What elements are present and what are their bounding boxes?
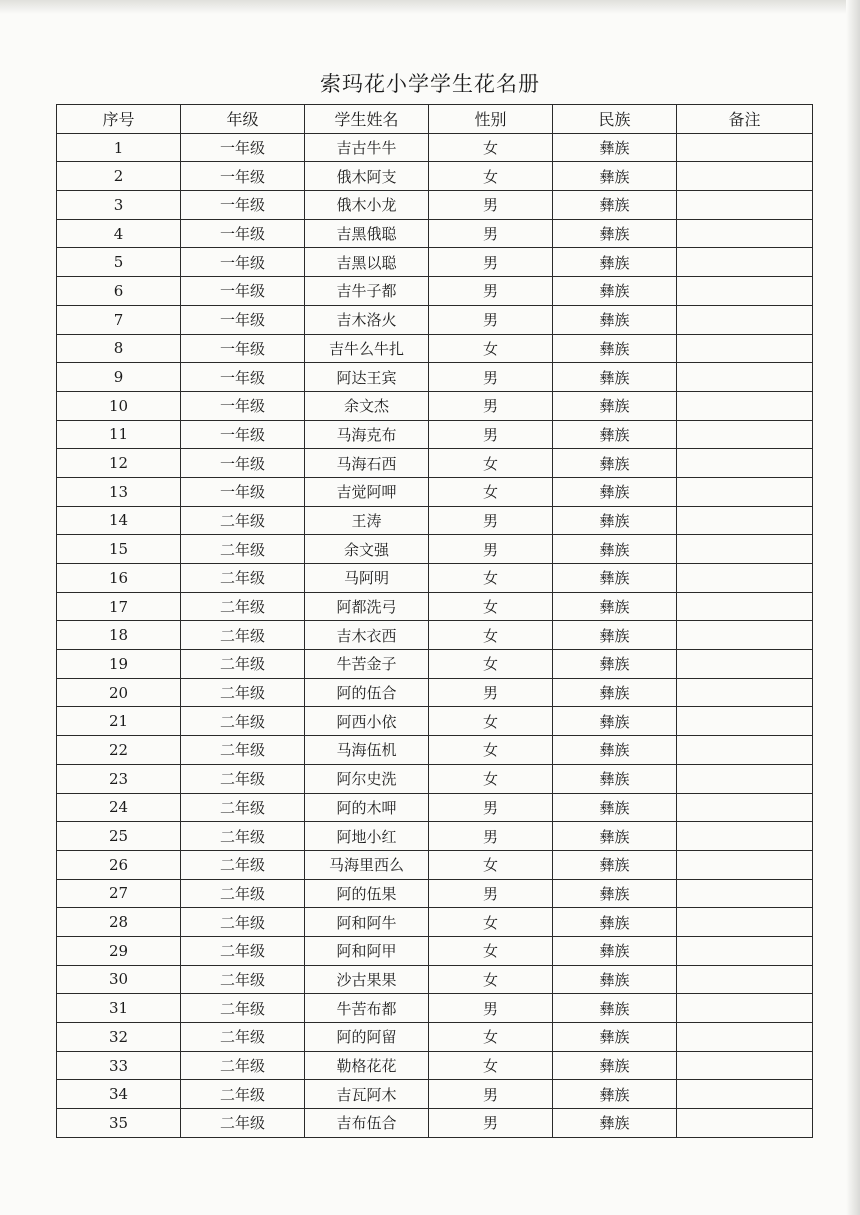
cell-note [677,678,813,707]
table-row [57,248,813,277]
cell-grade: 一年级 [181,391,305,420]
cell-seq: 9 [57,363,181,392]
student-roster-table [56,104,813,1138]
cell-note [677,191,813,220]
table-row [57,363,813,392]
cell-student-name: 牛苦金子 [305,650,429,679]
cell-ethnicity: 彝族 [553,793,677,822]
cell-seq: 33 [57,1051,181,1080]
cell-ethnicity: 彝族 [553,736,677,765]
cell-ethnicity: 彝族 [553,822,677,851]
cell-student-name: 吉牛么牛扎 [305,334,429,363]
cell-ethnicity: 彝族 [553,334,677,363]
page-edge-top [0,0,860,14]
cell-student-name: 吉黑俄聪 [305,219,429,248]
cell-gender: 女 [429,736,553,765]
cell-grade: 二年级 [181,850,305,879]
cell-seq: 1 [57,133,181,162]
cell-student-name: 勒格花花 [305,1051,429,1080]
cell-grade: 二年级 [181,994,305,1023]
cell-note [677,621,813,650]
cell-seq: 19 [57,650,181,679]
table-row [57,908,813,937]
cell-grade: 二年级 [181,965,305,994]
cell-student-name: 阿和阿甲 [305,936,429,965]
cell-note [677,535,813,564]
cell-ethnicity: 彝族 [553,391,677,420]
cell-gender: 男 [429,535,553,564]
cell-student-name: 吉牛子都 [305,277,429,306]
cell-ethnicity: 彝族 [553,1051,677,1080]
cell-note [677,162,813,191]
cell-gender: 女 [429,621,553,650]
cell-seq: 30 [57,965,181,994]
cell-student-name: 阿西小依 [305,707,429,736]
table-row [57,994,813,1023]
table-row [57,736,813,765]
cell-note [677,449,813,478]
cell-ethnicity: 彝族 [553,363,677,392]
cell-student-name: 俄木阿支 [305,162,429,191]
table-row [57,449,813,478]
table-row [57,707,813,736]
column-header-grade: 年级 [181,105,305,134]
cell-gender: 男 [429,822,553,851]
cell-note [677,133,813,162]
cell-gender: 女 [429,850,553,879]
cell-seq: 29 [57,936,181,965]
cell-seq: 21 [57,707,181,736]
cell-grade: 二年级 [181,1023,305,1052]
cell-seq: 34 [57,1080,181,1109]
cell-grade: 二年级 [181,650,305,679]
table-row [57,764,813,793]
cell-note [677,1080,813,1109]
cell-note [677,334,813,363]
cell-student-name: 俄木小龙 [305,191,429,220]
cell-student-name: 吉木衣西 [305,621,429,650]
cell-seq: 11 [57,420,181,449]
cell-grade: 二年级 [181,879,305,908]
cell-seq: 10 [57,391,181,420]
cell-ethnicity: 彝族 [553,162,677,191]
cell-gender: 女 [429,1023,553,1052]
cell-student-name: 马海伍机 [305,736,429,765]
cell-seq: 12 [57,449,181,478]
cell-ethnicity: 彝族 [553,248,677,277]
table-row [57,965,813,994]
cell-student-name: 吉黑以聪 [305,248,429,277]
cell-student-name: 马海克布 [305,420,429,449]
cell-gender: 女 [429,764,553,793]
cell-student-name: 吉觉阿呷 [305,477,429,506]
column-header-gender: 性别 [429,105,553,134]
cell-student-name: 吉瓦阿木 [305,1080,429,1109]
cell-note [677,506,813,535]
cell-seq: 20 [57,678,181,707]
cell-grade: 二年级 [181,908,305,937]
page-edge-right [846,0,860,1215]
table-row [57,162,813,191]
cell-grade: 二年级 [181,535,305,564]
cell-student-name: 阿的阿留 [305,1023,429,1052]
table-row [57,564,813,593]
cell-seq: 5 [57,248,181,277]
cell-student-name: 余文杰 [305,391,429,420]
cell-student-name: 吉古牛牛 [305,133,429,162]
cell-grade: 一年级 [181,334,305,363]
cell-student-name: 阿的伍果 [305,879,429,908]
table-row [57,535,813,564]
cell-note [677,564,813,593]
table-row [57,1023,813,1052]
cell-ethnicity: 彝族 [553,449,677,478]
cell-note [677,248,813,277]
cell-grade: 二年级 [181,592,305,621]
cell-student-name: 王涛 [305,506,429,535]
cell-ethnicity: 彝族 [553,936,677,965]
cell-note [677,277,813,306]
cell-student-name: 沙古果果 [305,965,429,994]
cell-ethnicity: 彝族 [553,850,677,879]
cell-grade: 一年级 [181,133,305,162]
cell-seq: 27 [57,879,181,908]
cell-ethnicity: 彝族 [553,1023,677,1052]
cell-seq: 14 [57,506,181,535]
cell-grade: 二年级 [181,1051,305,1080]
cell-note [677,592,813,621]
column-header-seq: 序号 [57,105,181,134]
table-row [57,277,813,306]
cell-ethnicity: 彝族 [553,506,677,535]
cell-note [677,736,813,765]
cell-ethnicity: 彝族 [553,707,677,736]
table-row [57,477,813,506]
cell-note [677,477,813,506]
cell-ethnicity: 彝族 [553,133,677,162]
page-title: 索玛花小学学生花名册 [320,72,540,96]
cell-grade: 一年级 [181,162,305,191]
table-row [57,191,813,220]
table-row [57,592,813,621]
cell-ethnicity: 彝族 [553,535,677,564]
cell-grade: 二年级 [181,822,305,851]
cell-gender: 男 [429,506,553,535]
cell-ethnicity: 彝族 [553,764,677,793]
cell-grade: 二年级 [181,1109,305,1138]
cell-grade: 二年级 [181,936,305,965]
cell-student-name: 阿尔史洗 [305,764,429,793]
cell-student-name: 阿都洗弓 [305,592,429,621]
cell-gender: 男 [429,1109,553,1138]
cell-ethnicity: 彝族 [553,277,677,306]
cell-seq: 22 [57,736,181,765]
cell-note [677,305,813,334]
table-row [57,506,813,535]
cell-student-name: 牛苦布都 [305,994,429,1023]
cell-student-name: 余文强 [305,535,429,564]
cell-note [677,879,813,908]
cell-seq: 32 [57,1023,181,1052]
cell-gender: 男 [429,994,553,1023]
table-row [57,391,813,420]
cell-grade: 二年级 [181,736,305,765]
cell-student-name: 阿的木呷 [305,793,429,822]
cell-gender: 男 [429,879,553,908]
cell-gender: 男 [429,191,553,220]
cell-ethnicity: 彝族 [553,420,677,449]
cell-grade: 二年级 [181,1080,305,1109]
cell-student-name: 马阿明 [305,564,429,593]
column-header-note: 备注 [677,105,813,134]
cell-ethnicity: 彝族 [553,592,677,621]
table-row [57,822,813,851]
cell-grade: 二年级 [181,764,305,793]
cell-seq: 4 [57,219,181,248]
cell-seq: 3 [57,191,181,220]
cell-note [677,391,813,420]
cell-ethnicity: 彝族 [553,1109,677,1138]
column-header-name: 学生姓名 [305,105,429,134]
table-body [57,133,813,1137]
cell-grade: 一年级 [181,449,305,478]
cell-seq: 8 [57,334,181,363]
table-row [57,334,813,363]
cell-grade: 二年级 [181,506,305,535]
cell-student-name: 马海石西 [305,449,429,478]
cell-student-name: 阿达王宾 [305,363,429,392]
cell-seq: 2 [57,162,181,191]
table-row [57,1109,813,1138]
table-row [57,305,813,334]
cell-note [677,994,813,1023]
cell-note [677,707,813,736]
cell-student-name: 阿和阿牛 [305,908,429,937]
table-row [57,621,813,650]
cell-ethnicity: 彝族 [553,191,677,220]
cell-grade: 一年级 [181,420,305,449]
cell-note [677,793,813,822]
cell-grade: 一年级 [181,363,305,392]
cell-seq: 17 [57,592,181,621]
cell-gender: 女 [429,965,553,994]
cell-seq: 6 [57,277,181,306]
cell-note [677,764,813,793]
cell-ethnicity: 彝族 [553,305,677,334]
cell-note [677,1051,813,1080]
cell-gender: 女 [429,650,553,679]
cell-ethnicity: 彝族 [553,1080,677,1109]
cell-seq: 28 [57,908,181,937]
cell-note [677,650,813,679]
cell-grade: 二年级 [181,564,305,593]
table-row [57,850,813,879]
cell-gender: 男 [429,793,553,822]
table-row [57,219,813,248]
cell-note [677,219,813,248]
cell-student-name: 阿的伍合 [305,678,429,707]
table-row [57,650,813,679]
table-row [57,678,813,707]
cell-seq: 26 [57,850,181,879]
cell-grade: 二年级 [181,621,305,650]
cell-ethnicity: 彝族 [553,908,677,937]
cell-ethnicity: 彝族 [553,650,677,679]
table-row [57,420,813,449]
cell-student-name: 吉布伍合 [305,1109,429,1138]
cell-note [677,822,813,851]
cell-gender: 女 [429,133,553,162]
cell-ethnicity: 彝族 [553,879,677,908]
cell-gender: 男 [429,391,553,420]
cell-seq: 7 [57,305,181,334]
cell-gender: 男 [429,363,553,392]
table-row [57,1080,813,1109]
cell-note [677,1109,813,1138]
cell-note [677,965,813,994]
table-row [57,1051,813,1080]
cell-gender: 女 [429,707,553,736]
cell-ethnicity: 彝族 [553,621,677,650]
cell-grade: 一年级 [181,477,305,506]
cell-gender: 男 [429,420,553,449]
cell-seq: 18 [57,621,181,650]
cell-grade: 二年级 [181,793,305,822]
cell-ethnicity: 彝族 [553,994,677,1023]
cell-grade: 二年级 [181,678,305,707]
cell-note [677,420,813,449]
cell-note [677,850,813,879]
cell-gender: 女 [429,162,553,191]
cell-gender: 男 [429,1080,553,1109]
cell-note [677,1023,813,1052]
cell-gender: 女 [429,564,553,593]
cell-grade: 一年级 [181,248,305,277]
table-row [57,793,813,822]
cell-seq: 23 [57,764,181,793]
cell-gender: 男 [429,305,553,334]
cell-gender: 女 [429,449,553,478]
cell-gender: 女 [429,334,553,363]
cell-gender: 女 [429,592,553,621]
cell-seq: 35 [57,1109,181,1138]
cell-ethnicity: 彝族 [553,564,677,593]
table-row [57,936,813,965]
cell-gender: 女 [429,1051,553,1080]
cell-ethnicity: 彝族 [553,965,677,994]
cell-seq: 13 [57,477,181,506]
column-header-ethnicity: 民族 [553,105,677,134]
table-header-row [57,105,813,134]
cell-seq: 16 [57,564,181,593]
cell-ethnicity: 彝族 [553,678,677,707]
cell-gender: 男 [429,277,553,306]
cell-note [677,936,813,965]
cell-gender: 男 [429,219,553,248]
cell-gender: 男 [429,678,553,707]
cell-ethnicity: 彝族 [553,477,677,506]
cell-grade: 二年级 [181,707,305,736]
cell-note [677,363,813,392]
cell-gender: 女 [429,477,553,506]
cell-seq: 15 [57,535,181,564]
cell-note [677,908,813,937]
cell-ethnicity: 彝族 [553,219,677,248]
cell-student-name: 马海里西么 [305,850,429,879]
cell-grade: 一年级 [181,191,305,220]
cell-gender: 男 [429,248,553,277]
cell-grade: 一年级 [181,305,305,334]
cell-student-name: 阿地小红 [305,822,429,851]
table-row [57,133,813,162]
cell-grade: 一年级 [181,277,305,306]
cell-student-name: 吉木洛火 [305,305,429,334]
table-row [57,879,813,908]
cell-seq: 25 [57,822,181,851]
cell-gender: 女 [429,908,553,937]
cell-gender: 女 [429,936,553,965]
cell-grade: 一年级 [181,219,305,248]
cell-seq: 24 [57,793,181,822]
cell-seq: 31 [57,994,181,1023]
